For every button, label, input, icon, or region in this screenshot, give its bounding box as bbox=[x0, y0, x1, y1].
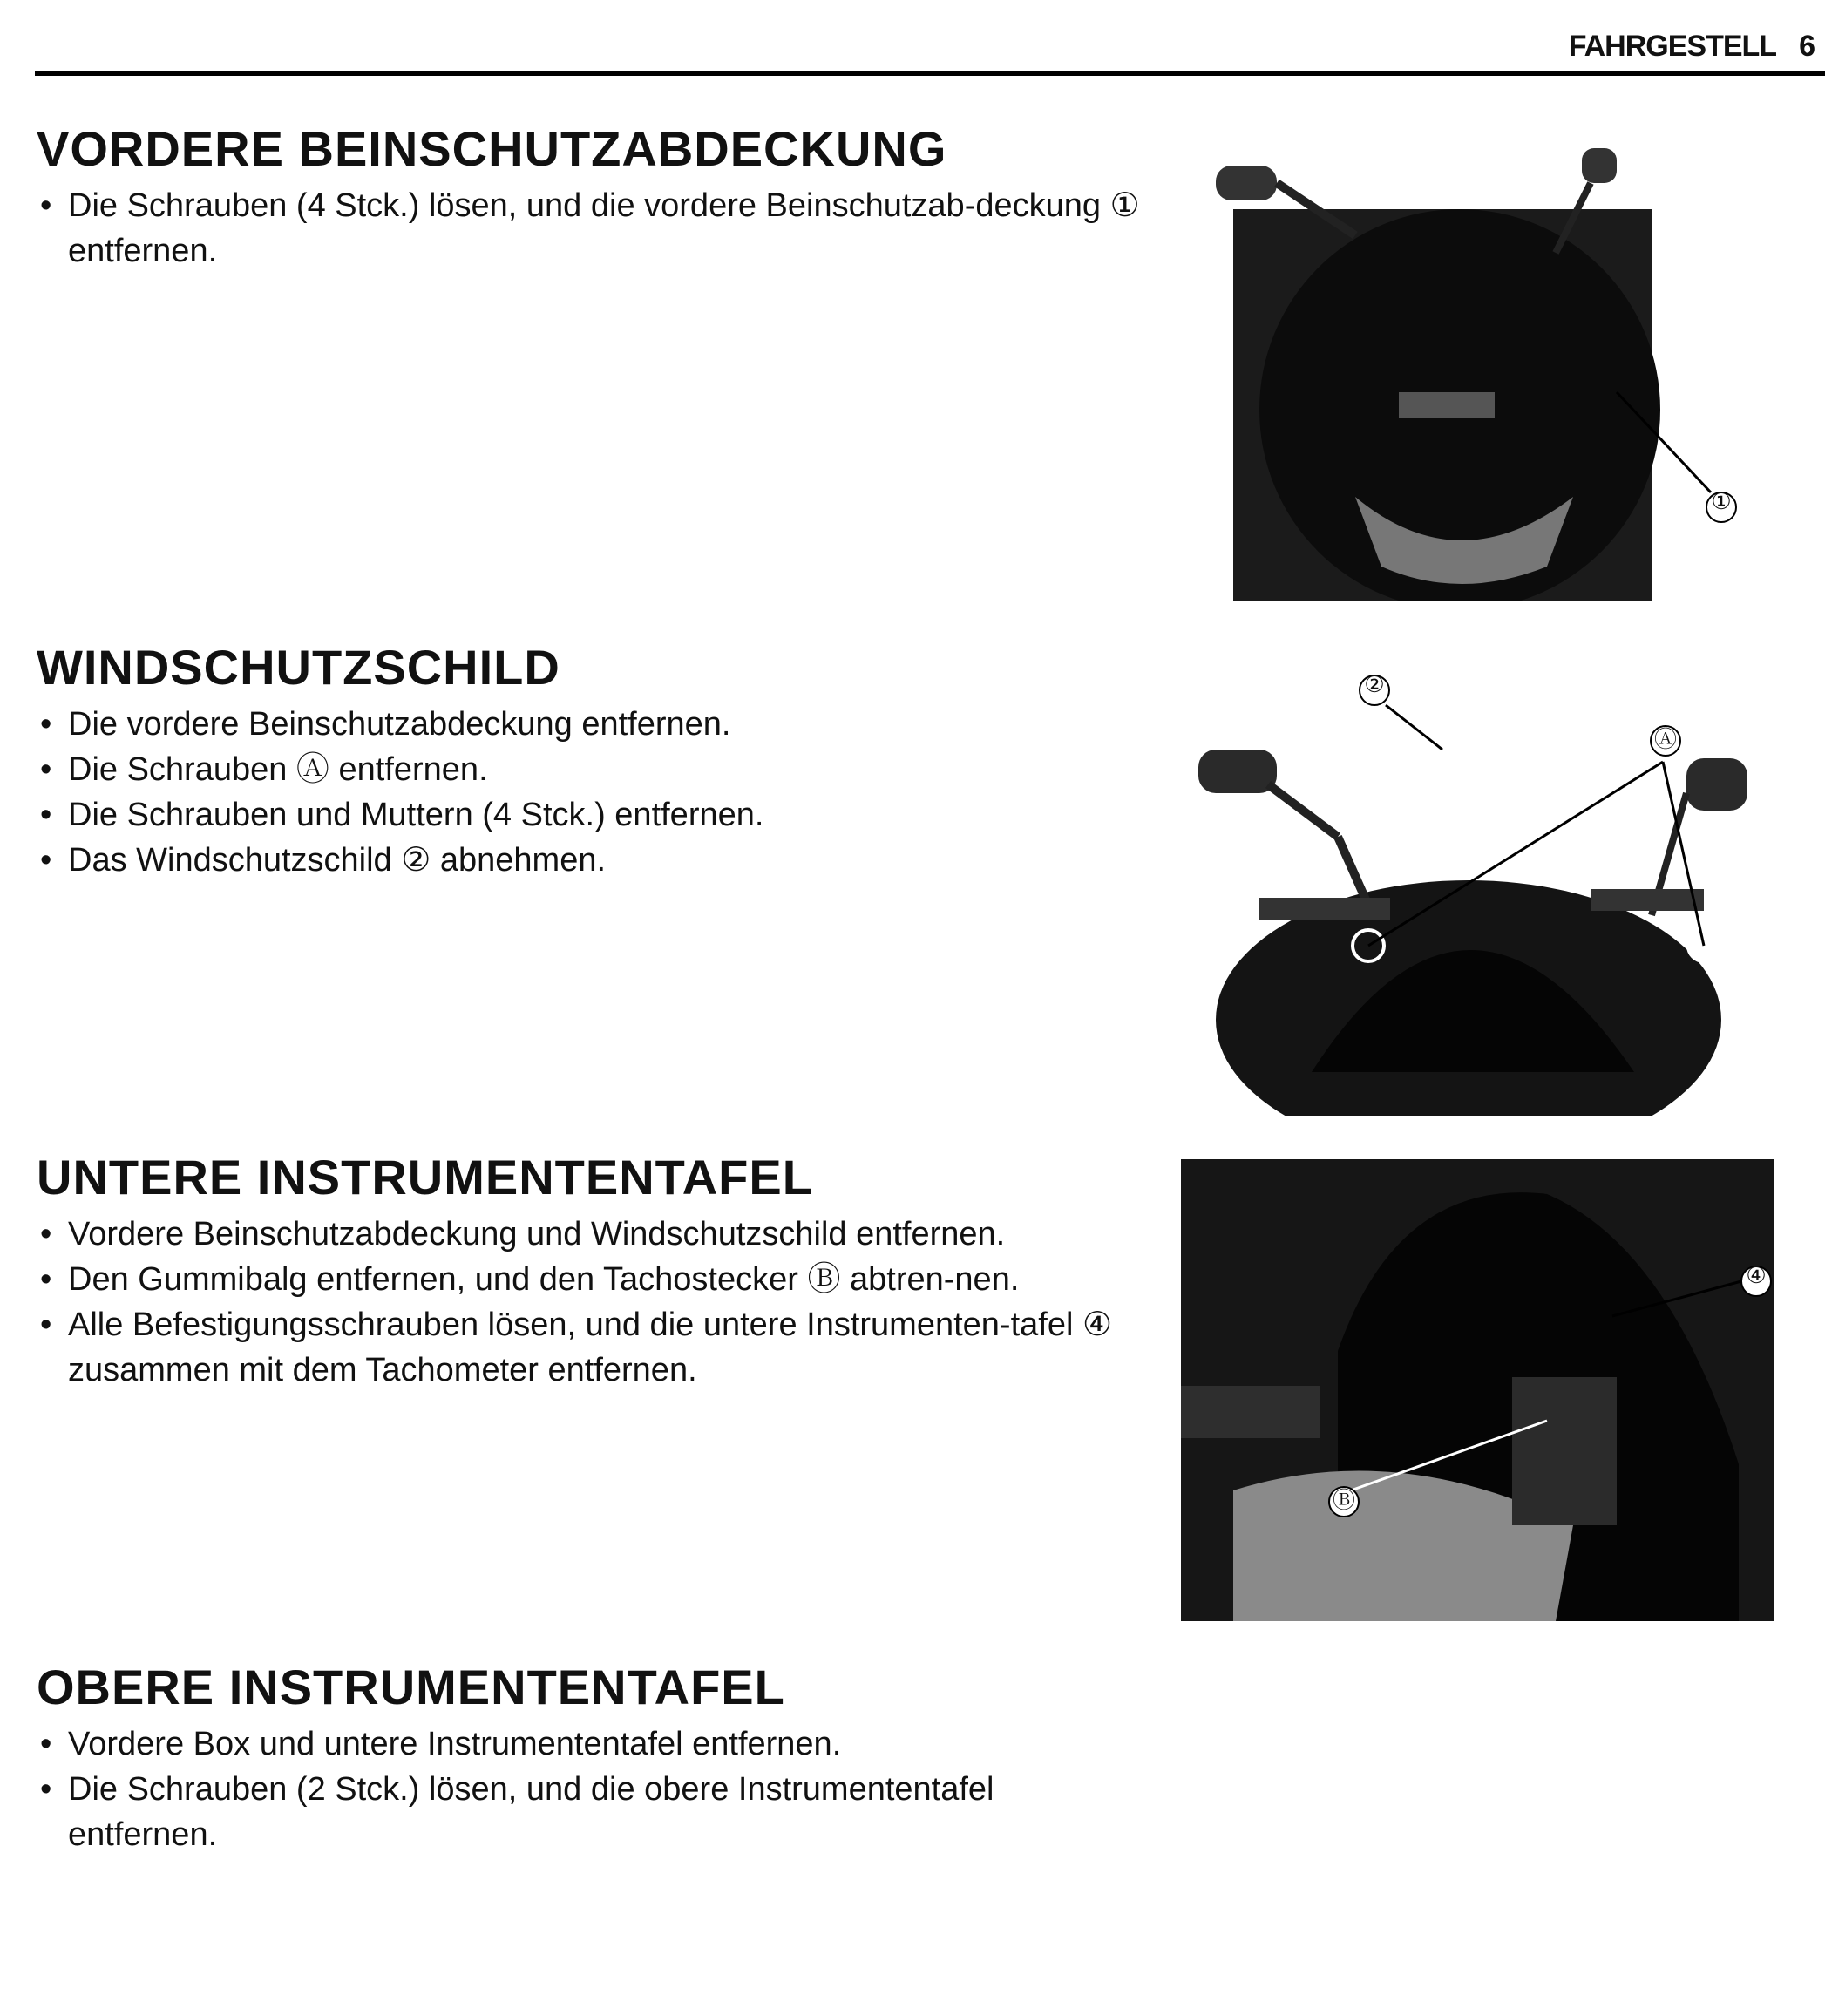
motorcycle-front-illustration bbox=[1181, 131, 1791, 601]
page-number: 6 bbox=[1799, 30, 1815, 63]
bullet-list bbox=[37, 702, 1143, 883]
list-item: • Alle Befestigungsschrauben lösen, und die untere Instrumenten-tafel ④ zusammen mit dem Tachometer entfernen. bbox=[37, 1302, 1143, 1393]
section-heading: OBERE INSTRUMENTENTAFEL bbox=[37, 1660, 785, 1714]
section-windschutzschild bbox=[37, 641, 1143, 883]
figure-windshield-photo bbox=[1181, 654, 1791, 1116]
list-item: • Das Windschutzschild ② abnehmen. bbox=[37, 838, 1143, 883]
bullet-list bbox=[37, 183, 1143, 274]
header-title: FAHRGESTELL bbox=[1568, 30, 1777, 63]
motorcycle-windshield-illustration bbox=[1181, 654, 1791, 1116]
callout-4-label: ④ bbox=[1746, 1262, 1767, 1288]
section-untere-instrumententafel bbox=[37, 1151, 1143, 1393]
section-obere-instrumententafel bbox=[37, 1660, 1143, 1857]
header-rule bbox=[35, 71, 1825, 76]
instrument-panel-illustration bbox=[1181, 1159, 1791, 1621]
list-item: • Die Schrauben (2 Stck.) lösen, und die obere Instrumententafel entfernen. bbox=[37, 1767, 1143, 1857]
callout-b-label: Ⓑ bbox=[1332, 1487, 1355, 1513]
list-item: • Den Gummibalg entfernen, und den Tachostecker Ⓑ abtren-nen. bbox=[37, 1257, 1143, 1302]
section-heading: WINDSCHUTZSCHILD bbox=[37, 640, 560, 695]
callout-1-label: ① bbox=[1711, 488, 1732, 514]
list-item: • Vordere Beinschutzabdeckung und Windschutzschild entfernen. bbox=[37, 1212, 1143, 1257]
list-item: • Die Schrauben Ⓐ entfernen. bbox=[37, 747, 1143, 792]
list-item: • Die vordere Beinschutzabdeckung entfernen. bbox=[37, 702, 1143, 747]
figure-front-leg-shield-photo bbox=[1181, 131, 1791, 601]
bullet-list bbox=[37, 1212, 1143, 1393]
list-item: • Vordere Box und untere Instrumententafel entfernen. bbox=[37, 1721, 1143, 1767]
running-header bbox=[1569, 30, 1815, 64]
list-item: • Die Schrauben (4 Stck.) lösen, und die vordere Beinschutzab-deckung ① entfernen. bbox=[37, 183, 1143, 274]
bullet-list bbox=[37, 1721, 1143, 1857]
callout-2-label: ② bbox=[1364, 671, 1385, 697]
figure-lower-instrument-panel-photo bbox=[1181, 1159, 1791, 1621]
list-item: • Die Schrauben und Muttern (4 Stck.) entfernen. bbox=[37, 792, 1143, 838]
section-heading: VORDERE BEINSCHUTZABDECKUNG bbox=[37, 121, 947, 176]
section-vordere-beinschutzabdeckung bbox=[37, 122, 1143, 274]
callout-a-label: Ⓐ bbox=[1653, 726, 1677, 752]
section-heading: UNTERE INSTRUMENTENTAFEL bbox=[37, 1150, 813, 1205]
